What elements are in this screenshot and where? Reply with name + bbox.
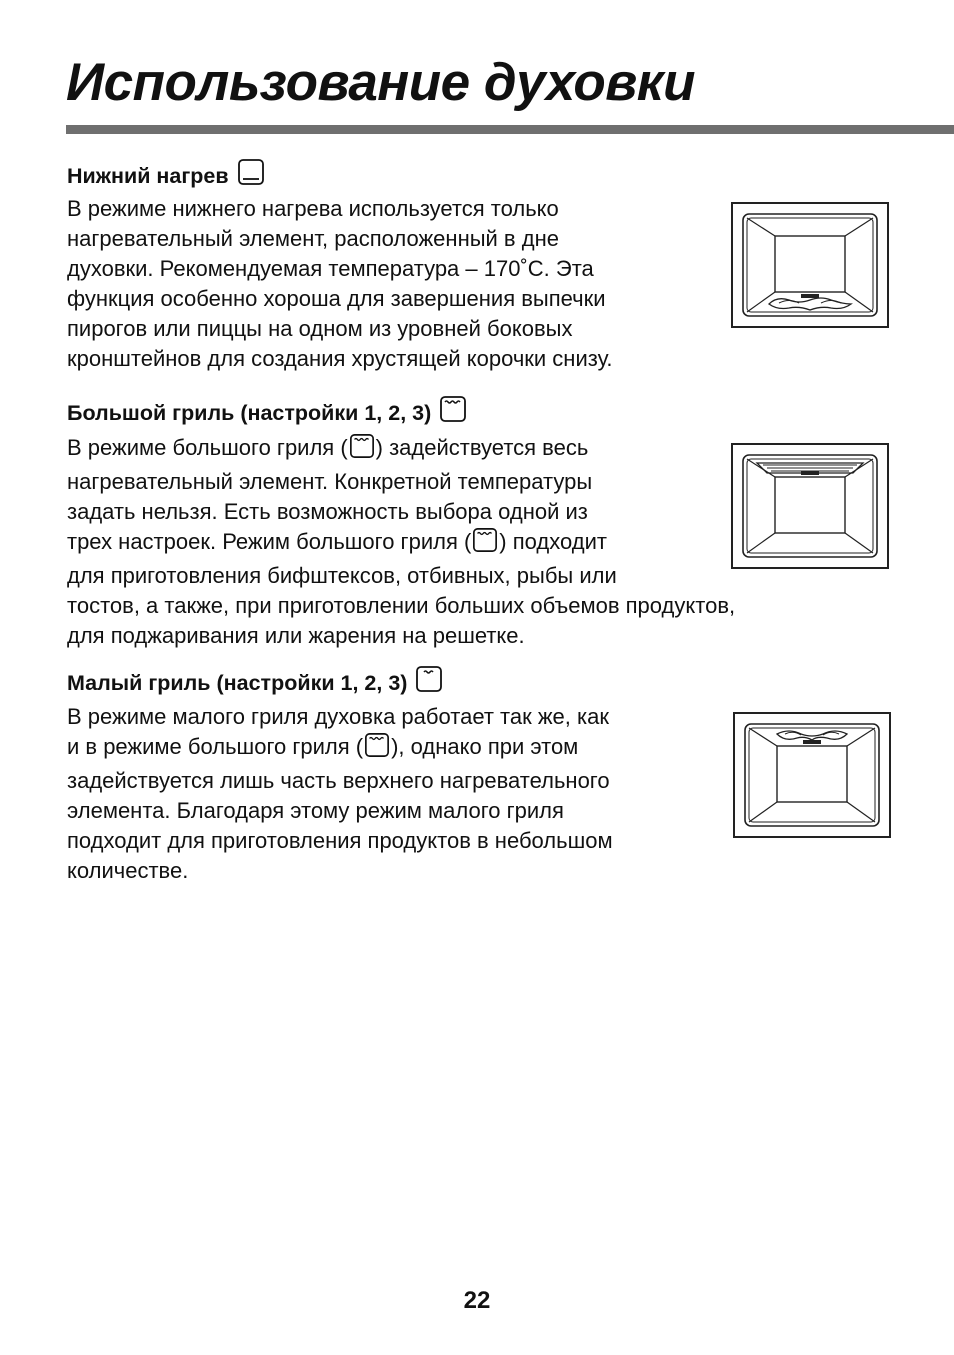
text-line: задать нельзя. Есть возможность выбора одной из xyxy=(67,499,588,524)
page-title: Использование духовки xyxy=(66,53,696,112)
text-line xyxy=(67,732,613,766)
text-segment: трех настроек. Режим большого гриля ( xyxy=(67,529,472,554)
title-rule xyxy=(66,125,954,134)
text-line: В режиме нижнего нагрева используется только xyxy=(67,196,559,221)
text-line: количестве. xyxy=(67,858,189,883)
text-line: тостов, а также, при приготовлении больших объемов продуктов, xyxy=(67,593,736,618)
oven-diagram-large-grill xyxy=(731,443,889,569)
oven-diagram-bottom-heat xyxy=(731,202,889,328)
large-grill-icon xyxy=(472,527,498,561)
small-grill-icon xyxy=(415,665,443,700)
text-segment: ), однако при этом xyxy=(391,734,579,759)
text-segment: ) подходит xyxy=(499,529,607,554)
text-line: В режиме малого гриля духовка работает так же, как xyxy=(67,704,609,729)
text-line xyxy=(67,433,735,467)
text-line: кронштейнов для создания хрустящей корочки снизу. xyxy=(67,346,613,371)
section-text-bottom-heat xyxy=(67,194,613,374)
oven-diagram-small-grill xyxy=(733,712,891,838)
section-text-large-grill xyxy=(67,433,735,651)
section-heading-small-grill xyxy=(67,665,443,700)
text-segment: и в режиме большого гриля ( xyxy=(67,734,364,759)
text-line: нагревательный элемент. Конкретной температуры xyxy=(67,469,593,494)
text-line: элемента. Благодаря этому режим малого гриля xyxy=(67,798,564,823)
text-line: функция особенно хороша для завершения выпечки xyxy=(67,286,606,311)
section-heading-large-grill xyxy=(67,395,467,430)
text-line: нагревательный элемент, расположенный в дне xyxy=(67,226,559,251)
text-segment: ) задействуется весь xyxy=(375,435,589,460)
bottom-heat-icon xyxy=(237,158,265,193)
large-grill-icon xyxy=(364,732,390,766)
section-heading-bottom-heat xyxy=(67,158,265,193)
section-heading-label: Малый гриль (настройки 1, 2, 3) xyxy=(67,670,408,695)
text-line: пирогов или пиццы на одном из уровней боковых xyxy=(67,316,573,341)
section-heading-label: Нижний нагрев xyxy=(67,163,229,188)
section-text-small-grill xyxy=(67,702,613,886)
large-grill-icon xyxy=(439,395,467,430)
text-line: для поджаривания или жарения на решетке. xyxy=(67,623,525,648)
large-grill-icon xyxy=(349,433,375,467)
text-segment: В режиме большого гриля ( xyxy=(67,435,348,460)
text-line: подходит для приготовления продуктов в небольшом xyxy=(67,828,613,853)
page-number: 22 xyxy=(463,1287,491,1314)
text-line: задействуется лишь часть верхнего нагревательного xyxy=(67,768,610,793)
section-heading-label: Большой гриль (настройки 1, 2, 3) xyxy=(67,400,432,425)
text-line: для приготовления бифштексов, отбивных, рыбы или xyxy=(67,563,617,588)
text-line xyxy=(67,527,735,561)
text-line: духовки. Рекомендуемая температура – 170˚C. Эта xyxy=(67,256,594,281)
